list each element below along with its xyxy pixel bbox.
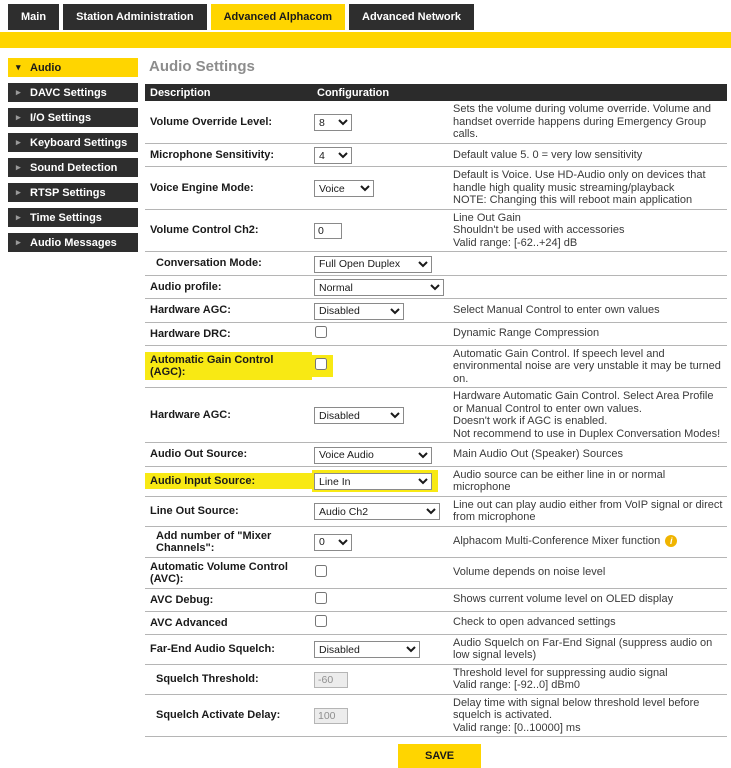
setting-row-squelch-threshold [145,665,727,695]
help-text-line: Default is Voice. Use HD-Audio only on devices that handle high quality music streaming/playback [453,169,706,194]
setting-config [312,220,448,240]
sidebar-item-keyboard-settings[interactable] [8,133,138,152]
setting-help [448,498,727,525]
setting-config [312,563,448,583]
automatic-volume-control-checkbox[interactable] [315,565,327,577]
tab-advanced-alphacom[interactable]: Advanced Alphacom [211,4,345,30]
setting-config [312,300,448,321]
setting-row-audio-profile [145,276,727,300]
tab-station-administration[interactable]: Station Administration [63,4,207,30]
help-text-line: Doesn't work if AGC is enabled. [453,415,608,427]
help-text-line: Line out can play audio either from VoIP signal or direct from microphone [453,498,723,523]
setting-label: Audio Out Source: [150,448,248,461]
setting-label: AVC Debug: [150,593,214,606]
setting-config [312,253,448,274]
setting-config [312,613,448,633]
setting-label: Conversation Mode: [156,257,262,270]
microphone-sensitivity-select[interactable] [314,147,352,164]
setting-help [448,347,727,387]
setting-help [448,666,727,693]
hardware-drc-checkbox[interactable] [315,326,327,338]
setting-row-line-out-source [145,497,727,527]
sidebar-item-rtsp-settings[interactable] [8,183,138,202]
help-text-line: Threshold level for suppressing audio signal [453,666,668,679]
help-text-line: Not recommend to use in Duplex Conversation Modes! [453,427,721,440]
column-header-description: Description [150,86,211,99]
chevron-right-icon: ▸ [16,162,21,172]
help-text-line: Audio source can be either line in or normal microphone [453,468,666,493]
squelch-threshold-field[interactable] [314,672,348,688]
setting-label: Add number of "Mixer Channels": [156,529,272,554]
avc-advanced-checkbox[interactable] [315,615,327,627]
setting-help [448,696,727,736]
setting-label: Line Out Source: [150,505,239,517]
setting-config [312,112,448,133]
voice-engine-mode-select[interactable] [314,180,374,197]
setting-help [448,286,727,288]
setting-row-conversation-mode [145,252,727,276]
content-panel [145,58,727,768]
help-text-line: Delay time with signal below threshold level before squelch is activated. [453,696,700,721]
settings-table-header [145,84,727,101]
setting-config [312,470,448,493]
setting-label: Volume Control Ch2: [150,224,259,237]
setting-row-squelch-activate-delay [145,695,727,738]
setting-help [448,168,727,208]
help-text-line: Select Manual Control to enter own values [453,304,660,316]
setting-help [448,447,727,462]
sidebar-item-sound-detection[interactable] [8,158,138,177]
squelch-activate-delay-field[interactable] [314,708,348,724]
far-end-audio-squelch-select[interactable] [314,641,420,658]
help-text-line: Dynamic Range Compression [453,327,600,340]
mixer-channels-select[interactable] [314,534,352,551]
setting-label: Hardware DRC: [150,327,231,340]
avc-debug-checkbox[interactable] [315,592,327,604]
setting-config [312,705,448,725]
setting-help [448,303,727,318]
setting-row-avc-debug [145,589,727,612]
setting-label: Microphone Sensitivity: [150,148,275,161]
sidebar-item-label: Sound Detection [30,161,118,174]
setting-label: Squelch Activate Delay: [156,709,281,722]
setting-label: Hardware AGC: [150,304,231,317]
sidebar-item-audio-messages[interactable] [8,233,138,252]
setting-row-hardware-agc-2 [145,388,727,443]
setting-config [312,355,448,377]
chevron-down-icon: ▾ [16,62,21,72]
help-text-line: Shows current volume level on OLED display [453,593,674,606]
setting-help [448,565,727,580]
sidebar-item-io-settings[interactable] [8,108,138,127]
setting-label: Automatic Volume Control (AVC): [150,560,288,585]
setting-row-voice-engine-mode [145,167,727,210]
setting-row-far-end-audio-squelch [145,635,727,665]
setting-row-mixer-channels [145,527,727,558]
setting-label: Far-End Audio Squelch: [150,643,275,655]
info-icon[interactable]: i [665,535,677,547]
help-text-line: Sets the volume during volume override. Volume and handset override happens during Emergency Group calls. [453,103,712,140]
help-text-line: Valid range: [0..10000] ms [453,721,581,734]
audio-profile-select[interactable] [314,279,444,296]
audio-out-source-select[interactable] [314,447,432,464]
setting-label: Voice Engine Mode: [150,181,254,194]
chevron-right-icon: ▸ [16,87,21,97]
sidebar-item-label: Audio [30,61,62,74]
setting-label: Volume Override Level: [150,115,273,128]
setting-config [312,178,448,199]
sidebar-item-label: Keyboard Settings [30,136,128,149]
volume-override-level-select[interactable] [314,114,352,131]
yellow-accent-bar [0,32,731,48]
sidebar-item-label: Audio Messages [30,236,117,249]
help-text-line: Automatic Gain Control. If speech level and environmental noise are very unstable it may be turned on. [453,347,721,385]
sidebar-item-label: DAVC Settings [30,86,107,99]
setting-row-audio-out-source [145,443,727,467]
setting-help [448,592,727,607]
setting-help [448,326,727,341]
help-text-line: Check to open advanced settings [453,616,616,629]
automatic-gain-control-checkbox[interactable] [315,358,327,370]
setting-config [312,669,448,689]
help-text-line: Shouldn't be used with accessories [453,224,625,236]
setting-config [312,639,448,660]
page-title: Audio Settings [149,58,255,75]
setting-help [448,636,727,663]
setting-config [312,501,448,522]
setting-label: Squelch Threshold: [156,673,259,685]
sidebar-item-label: I/O Settings [30,111,92,124]
chevron-right-icon: ▸ [16,137,21,147]
hardware-agc-2-select[interactable] [314,407,404,424]
chevron-right-icon: ▸ [16,212,21,222]
sidebar [8,58,138,768]
setting-label: AVC Advanced [150,616,228,629]
setting-config [312,531,448,552]
setting-help [448,102,727,142]
setting-help [448,211,727,251]
help-text-line: Main Audio Out (Speaker) Sources [453,448,623,460]
line-out-source-select[interactable] [314,503,440,520]
setting-row-volume-override-level [145,101,727,144]
column-header-configuration: Configuration [317,86,390,99]
setting-config [312,324,448,344]
help-text-line: Volume depends on noise level [453,566,606,579]
sidebar-item-time-settings[interactable] [8,208,138,227]
help-text-line: Hardware Automatic Gain Control. Select Area Profile or Manual Control to enter own values. [453,390,714,415]
setting-row-volume-control-ch2 [145,210,727,253]
setting-row-avc-advanced [145,612,727,635]
volume-control-ch2-field[interactable] [314,223,342,239]
hardware-agc-select[interactable] [314,303,404,320]
setting-help [448,534,727,549]
setting-config [312,405,448,426]
setting-help [448,615,727,630]
setting-label: Hardware AGC: [150,409,231,421]
chevron-right-icon: ▸ [16,112,21,122]
help-text-line: Alphacom Multi-Conference Mixer function i [453,535,725,548]
setting-row-automatic-volume-control [145,558,727,589]
chevron-right-icon: ▸ [16,187,21,197]
settings-rows [145,101,727,737]
setting-row-hardware-agc [145,299,727,323]
top-nav [0,0,731,30]
sidebar-item-label: Time Settings [30,211,102,224]
tab-advanced-network[interactable]: Advanced Network [349,4,474,30]
help-text-line: NOTE: Changing this will reboot main application [453,194,693,206]
setting-help [448,262,727,264]
help-text-line: Default value 5. 0 = very low sensitivity [453,148,643,161]
setting-config [312,444,448,465]
help-text-line: Valid range: [-62..+24] dB [453,236,578,249]
setting-help [448,148,727,163]
setting-help [448,468,727,495]
setting-label: Audio Input Source: [145,473,312,489]
setting-config [312,590,448,610]
sidebar-item-audio[interactable] [8,58,138,77]
setting-label: Audio profile: [150,280,222,293]
setting-row-hardware-drc [145,323,727,346]
save-row [145,744,727,768]
conversation-mode-select[interactable] [314,256,432,273]
setting-row-microphone-sensitivity [145,144,727,168]
audio-input-source-select[interactable] [314,473,432,490]
setting-config [312,277,448,298]
help-text-line: Line Out Gain [453,211,521,224]
setting-help [448,389,727,441]
chevron-right-icon: ▸ [16,237,21,247]
sidebar-item-davc-settings[interactable] [8,83,138,102]
main-area [0,48,731,768]
setting-row-automatic-gain-control [145,346,727,389]
tab-main[interactable]: Main [8,4,59,30]
setting-row-audio-input-source [145,467,727,497]
sidebar-item-label: RTSP Settings [30,186,106,199]
setting-label: Automatic Gain Control (AGC): [145,352,312,380]
setting-config [312,145,448,166]
help-text-line: Audio Squelch on Far-End Signal (suppress audio on low signal levels) [453,636,713,661]
save-button[interactable]: SAVE [398,744,481,768]
help-text-line: Valid range: [-92..0] dBm0 [453,679,580,691]
